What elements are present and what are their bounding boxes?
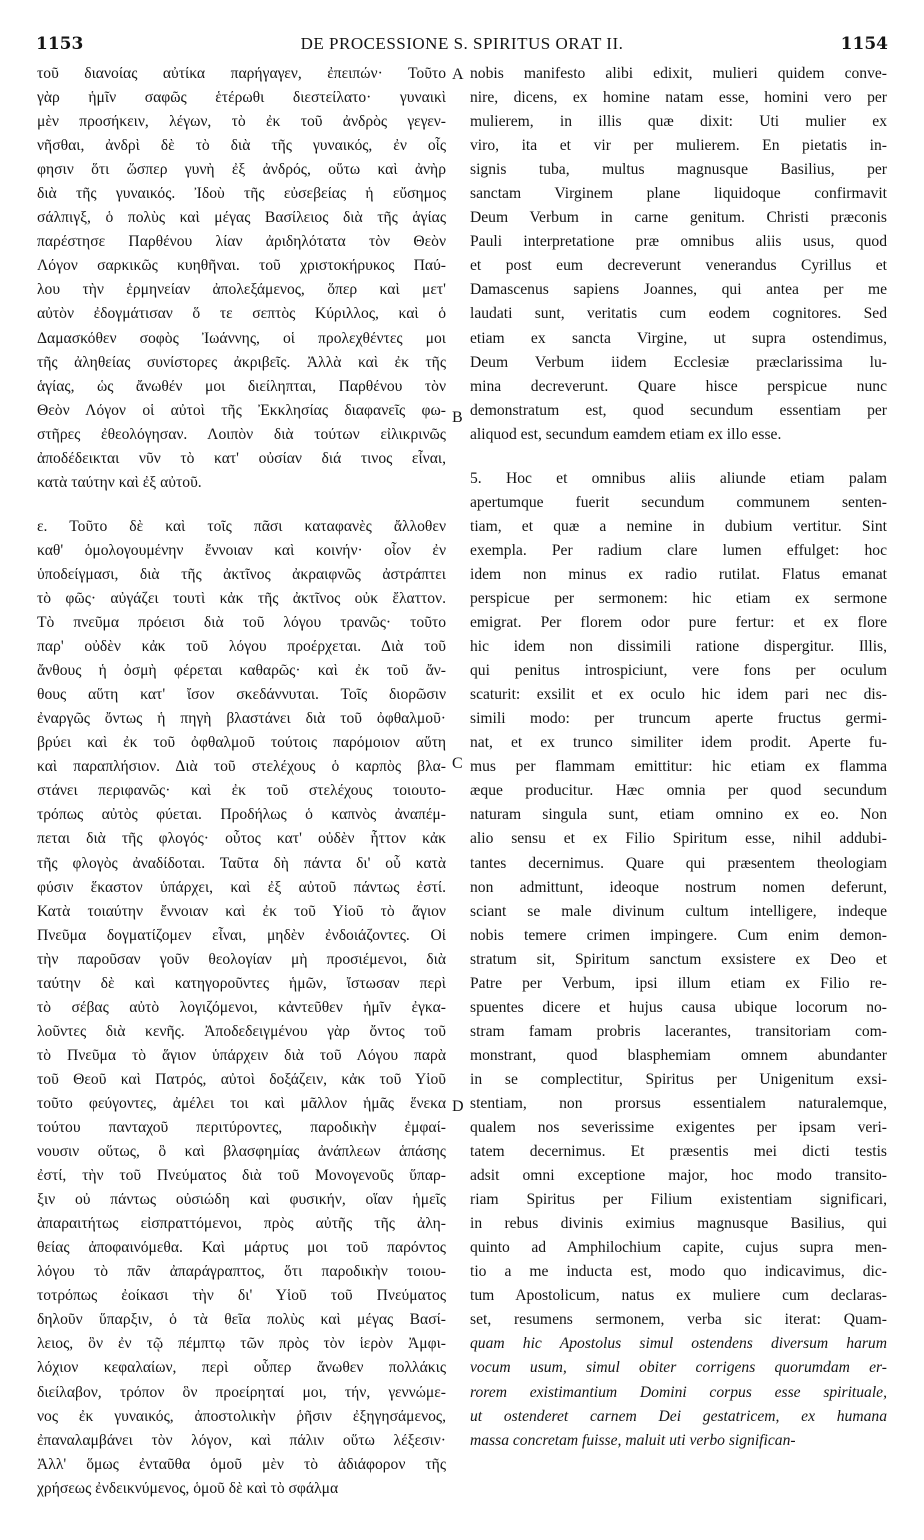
- text-line: τὴν παροῦσαν γοῦν θεολογίαν μὴ προσιέμενοι, διὰ: [37, 950, 446, 968]
- text-line: ut ostenderet carnem Dei gestatricem, ex humana: [470, 1407, 887, 1425]
- text-line: nobis manifesto alibi edixit, mulieri quidem conve-: [470, 65, 887, 82]
- text-line: ξιν οὐ πάντως οὐσιώδη καὶ φυσικήν, οἵαν ἡμεῖς: [37, 1191, 446, 1209]
- text-line: τοῦτο φεύγοντες, ἀμέλει τοι καὶ μᾶλλον ἡμᾶς ἕνεκα: [37, 1094, 446, 1112]
- text-line: Patre per Verbum, ipsi illum etiam ex Filio re-: [470, 974, 887, 992]
- text-line: stratum sit, Spiritum sanctum exsistere ex Deo et: [470, 950, 887, 968]
- running-title: DE PROCESSIONE S. SPIRITUS ORAT II.: [300, 34, 624, 53]
- text-line: στῆρες ἐθεολόγησαν. Λοιπὸν διὰ τούτων εἰλικρινῶς: [37, 425, 446, 443]
- text-line: Ἀλλ' ὅμως ἐνταῦθα ὁμοῦ μὲν τὸ ἀδιάφορον τῆς: [37, 1455, 446, 1473]
- text-line: tantes decernimus. Quare qui præsentem theologiam: [470, 854, 887, 872]
- text-line: perspicue per sermonem: hic etiam ex sermone: [470, 589, 887, 607]
- margin-letter-a: A: [452, 66, 464, 83]
- text-line: ἐστί, τὴν τοῦ Πνεύματος διὰ τοῦ Μονογενοῦς ὕπαρ-: [37, 1167, 446, 1185]
- text-line: mulierem, in illis quæ dixit: Uti mulier ex: [470, 113, 887, 131]
- page-number-right: 1154: [840, 34, 888, 54]
- text-line: æque producitur. Hæc omnia per quod secundum: [470, 782, 887, 800]
- text-line: demonstratum est, quod secundum essentiam per: [470, 401, 887, 419]
- text-line: τρόπως αὐτὸς φύεται. Προδήλως ὁ καπνὸς ἀναπέμ-: [37, 806, 446, 824]
- text-line: παρ' οὐδὲν κἀκ τοῦ λόγου προέρχεται. Διὰ τοῦ: [37, 638, 446, 656]
- text-line: laudati sunt, veritatis cum eodem cognitores. Sed: [470, 305, 887, 323]
- text-line: aliquod est, secundum eamdem etiam ex illo esse.: [470, 425, 782, 443]
- text-line: χρήσεως ἐνδεικνύμενος, ὁμοῦ δὲ καὶ τὸ σφάλμα: [37, 1479, 339, 1497]
- text-line: διὰ τῆς γυναικός. Ἰδοὺ τῆς εὐσεβείας ἡ εὔσημος: [37, 185, 446, 203]
- running-header: [36, 34, 888, 58]
- text-line: λοῦντες διὰ κενῆς. Ἀποδεδειγμένου γὰρ ὄντος τοῦ: [37, 1022, 446, 1040]
- text-line: Λόγον σαρκικῶς κυηθῆναι. τοῦ χριστοκήρυκος Παύ-: [37, 257, 446, 275]
- latin-paragraph-1: [470, 62, 887, 447]
- text-line: Damascenus sapiens Joannes, qui antea per me: [470, 281, 887, 299]
- text-line: set, resumens sermonem, verba sic iterat: Quam-: [470, 1311, 887, 1329]
- text-line: tatem decernimus. Et præsentis mei dicti testis: [470, 1143, 887, 1161]
- text-line: βρύει καὶ ἐκ τοῦ ὀφθαλμοῦ τούτοις παρόμοιον αὕτη: [37, 734, 446, 752]
- text-line: Τὸ πνεῦμα πρόεισι διὰ τοῦ λόγου τρανῶς· τοῦτο: [37, 614, 446, 632]
- text-line: tiam, et quæ a nemine in dubium vertitur. Sint: [470, 517, 887, 535]
- text-line: monstrant, quod blasphemiam omnem abundanter: [470, 1046, 887, 1064]
- text-line: λειος, ὃν ἐν τῷ πέμπτῳ τῶν πρὸς τὸν ἱερὸν Ἀμφι-: [37, 1335, 446, 1353]
- text-line: λου τὴν ἑρμηνείαν ἀπολεξάμενος, ὅπερ καὶ μετ': [37, 281, 446, 299]
- paragraph-gap: [470, 447, 887, 467]
- text-line: ἐπαναλαμβάνει τὸν λόγον, καὶ πάλιν οὕτω λέξεσιν·: [37, 1431, 446, 1449]
- text-line: καθ' ὁμολογουμένην ἔννοιαν καὶ κοινήν· οἷον ἐν: [37, 541, 446, 559]
- greek-paragraph-1: [37, 62, 446, 495]
- text-line: sciant se male divinum cultum intelligere, indeque: [470, 902, 887, 920]
- text-line: τὸ φῶς· αὐγάζει τουτὶ κἀκ τῆς ἀκτῖνος οὐκ ἔλαττον.: [37, 589, 446, 607]
- margin-letter-d: D: [452, 1098, 464, 1115]
- paragraph-gap: [37, 495, 446, 515]
- text-line: ε. Τοῦτο δὲ καὶ τοῖς πᾶσι καταφανὲς ἄλλοθεν: [37, 517, 446, 535]
- text-line: τῆς ἀληθείας συνίστορες ἀκριβεῖς. Ἀλλὰ καὶ ἐκ τῆς: [37, 353, 446, 371]
- text-line: τούτου πανταχοῦ περιτύροντες, παροδικὴν ἐμφαί-: [37, 1119, 446, 1137]
- text-line: mina decreverunt. Quare hisce perspicue nunc: [470, 377, 887, 395]
- greek-column: [37, 62, 446, 1501]
- text-line: idem non minus ex radio rutilat. Flatus emanat: [470, 565, 887, 583]
- text-line: nire, dicens, ex homine natam esse, homini vero per: [470, 89, 887, 107]
- text-line: etiam ex sancta Virgine, ut supra ostendimus,: [470, 329, 887, 347]
- text-line: Θεὸν Λόγον οἱ αὐτοὶ τῆς Ἐκκλησίας διαφανεῖς φω-: [37, 401, 446, 419]
- text-line: naturam singula sunt, etiam omnino ex eo. Non: [470, 806, 887, 824]
- text-line: qualem nos severissime exigentes per ipsam veri-: [470, 1119, 887, 1137]
- text-line: Pauli interpretatione præ omnibus aliis usus, quod: [470, 233, 887, 251]
- text-line: τὸ Πνεῦμα τὸ ἅγιον ὑπάρχειν διὰ τοῦ Λόγου παρὰ: [37, 1046, 446, 1064]
- text-line: sanctam Virginem plane liquidoque confirmavit: [470, 185, 887, 203]
- text-line: ἐναργῶς ὄντως ἡ πηγὴ βλαστάνει διὰ τοῦ ὀφθαλμοῦ·: [37, 710, 446, 728]
- text-line: nat, et ex trunco similiter idem prodit. Aperte fu-: [470, 734, 887, 752]
- text-line: θους αὕτη κατ' ἴσον σκεδάννυται. Τοῖς διορῶσιν: [37, 686, 446, 704]
- text-line: γὰρ ἡμῖν σαφῶς ἑτέρωθι διεστείλατο· γυναικὶ: [37, 89, 446, 107]
- text-line: τῆς φλογὸς ἀναδίδοται. Ταῦτα δὴ πάντα δι' οὗ κατὰ: [37, 854, 446, 872]
- text-line: λόγου τὸ πᾶν ἀπαράγραπτος, ὅτι παροδικὴν τοιου-: [37, 1263, 446, 1281]
- text-line: exempla. Per radium clare lumen effulget: hoc: [470, 541, 887, 559]
- text-line: mus per flammam emittitur: hic etiam ex flamma: [470, 758, 887, 776]
- text-line: Deum Verbum in carne genitum. Christi præconis: [470, 209, 887, 227]
- text-line: simili modo: per truncum aperte fructus germi-: [470, 710, 887, 728]
- text-line: stentiam, non prorsus essentialem naturalemque,: [470, 1094, 887, 1112]
- text-line: μὲν προσήκειν, λέγων, τὸ ἐκ τοῦ ἀνδρὸς γεγεν-: [37, 113, 446, 131]
- text-line: αὐτὸν ἐδογμάτισαν ὅ τε σεπτὸς Κύριλλος, καὶ ὁ: [37, 305, 446, 323]
- text-line: massa concretam fuisse, maluit uti verbo significan-: [470, 1431, 796, 1449]
- text-line: ὑποδείγμασι, διὰ τῆς ἀκτῖνος ἀκραιφνῶς ἀστράπτει: [37, 565, 446, 583]
- text-line: Deum Verbum iidem Ecclesiæ præclarissima lu-: [470, 353, 887, 371]
- text-line: νῆσθαι, ἀνδρὶ δὲ τὸ διὰ τῆς γυναικός, ἐν οἷς: [37, 137, 446, 155]
- text-line: alio sensu et ex Filio Spiritum esse, nihil addubi-: [470, 830, 887, 848]
- text-line: Δαμασκόθεν σοφὸς Ἰωάννης, οἱ προλεχθέντες μοι: [37, 329, 446, 347]
- text-line: nobis temere crimen impingere. Cum enim demon-: [470, 926, 887, 944]
- page-number-left: 1153: [36, 34, 84, 54]
- text-line: hic idem non dissimili ratione dispergitur. Illis,: [470, 638, 887, 656]
- text-line: τοῦ Θεοῦ καὶ Πατρός, αὐτοὶ δοξάζειν, κἀκ τοῦ Υἱοῦ: [37, 1070, 446, 1088]
- text-line: Πνεῦμα δογματίζομεν εἶναι, μηδὲν ἐνδοιάζοντες. Οἱ: [37, 926, 446, 944]
- text-line: ταύτην δὲ καὶ κατηγοροῦντες ἡμῶν, ἴστωσαν περὶ: [37, 974, 446, 992]
- text-line: λόχιον κεφαλαίων, περὶ οὗπερ ἄνωθεν πολλάκις: [37, 1359, 446, 1377]
- text-line: διείλαβον, τρόπον ὃν προείρηταί μοι, τήν, γεννώμε-: [37, 1383, 446, 1401]
- text-line: φησιν ὅτι ὥσπερ γυνὴ ἐξ ἀνδρός, οὕτω καὶ ἀνὴρ: [37, 161, 446, 179]
- margin-letter-c: C: [452, 755, 463, 772]
- latin-paragraph-2: [470, 467, 887, 1453]
- text-line: ἀποδέδεικται νῦν τὸ κατ' οὐσίαν διά τινος εἶναι,: [37, 449, 446, 467]
- text-line: emigrat. Per florem odor pure fertur: et ex flore: [470, 614, 887, 632]
- text-line: τοῦ διανοίας αὐτίκα παρήγαγεν, ἐπειπών· Τοῦτο: [37, 65, 446, 82]
- text-line: signis tuba, multus magnusque Basilius, per: [470, 161, 887, 179]
- greek-paragraph-2: [37, 515, 446, 1501]
- text-line: adsit omni exceptione major, hoc modo transito-: [470, 1167, 887, 1185]
- text-line: tum Apostolicum, natus ex muliere cum declaras-: [470, 1287, 887, 1305]
- text-line: τὸ σέβας αὐτὸ λογιζόμενοι, κἀντεῦθεν ἡμῖν ἐγκα-: [37, 998, 446, 1016]
- text-line: Κατὰ τοιαύτην ἔννοιαν καὶ ἐκ τοῦ Υἱοῦ τὸ ἅγιον: [37, 902, 446, 920]
- text-line: τοτρόπως ἐοίκασι τὴν δι' Υἱοῦ τοῦ Πνεύματος: [37, 1287, 446, 1305]
- text-line: θείας ἀποφαινόμεθα. Καὶ μάρτυς μοι τοῦ παρόντος: [37, 1239, 446, 1257]
- text-line: apertumque fuerit secundum communem senten-: [470, 493, 887, 511]
- text-line: σάλπιγξ, ὁ πολὺς καὶ μέγας Βασίλειος διὰ τῆς ἁγίας: [37, 209, 446, 227]
- text-line: vocum usum, simul obiter corrigens quorumdam er-: [470, 1359, 887, 1377]
- latin-column: [470, 62, 887, 1453]
- text-line: quam hic Apostolus simul ostendens diversum harum: [470, 1335, 887, 1353]
- text-line: νος ἐκ γυναικός, ἀποστολικὴν ῥῆσιν ἐξηγησάμενος,: [37, 1407, 446, 1425]
- text-line: in se complectitur, Spiritus per Unigenitum exsi-: [470, 1070, 887, 1088]
- margin-letter-b: B: [452, 409, 463, 426]
- text-line: στάνει περιφανῶς· καὶ ἐκ τοῦ στελέχους τοιουτο-: [37, 782, 446, 800]
- text-line: non admittunt, ideoque nostrum nomen deferunt,: [470, 878, 887, 896]
- text-line: et post eum decreverunt venerandus Cyrillus et: [470, 257, 887, 275]
- text-line: quinto ad Amphilochium capite, cujus supra men-: [470, 1239, 887, 1257]
- text-line: viro, ita et vir per mulierem. En pietatis in-: [470, 137, 887, 155]
- text-line: ἀπαραιτήτως εἰσπραττόμενοι, πρὸς αὐτῆς τῆς ἀλη-: [37, 1215, 446, 1233]
- text-line: φύσιν ἕκαστον ὑπάρχει, καὶ ἐξ αὐτοῦ πάντως ἐστί.: [37, 878, 446, 896]
- text-line: πεται διὰ τῆς φλογός· οὗτος κατ' οὐδὲν ἧττον κἀκ: [37, 830, 446, 848]
- text-line: κατὰ ταύτην καὶ ἐξ αὐτοῦ.: [37, 473, 202, 491]
- text-line: qui penitus introspiciunt, vere fons per oculum: [470, 662, 887, 680]
- text-line: δηλοῦν ὕπαρξιν, ὁ τὰ θεῖα πολὺς καὶ μέγας Βασί-: [37, 1311, 446, 1329]
- text-line: rorem existimantium Domini corpus esse spirituale,: [470, 1383, 887, 1401]
- text-line: tio a me inducta est, modo quo indicavimus, dic-: [470, 1263, 887, 1281]
- text-line: ἄνθους ἡ ὀσμὴ φέρεται καθαρῶς· καὶ ἐκ τοῦ ἄν-: [37, 662, 446, 680]
- text-line: spuentes dicere et hujus causa ubique locorum no-: [470, 998, 887, 1016]
- text-line: stram famam probris lacerantes, transitoriam com-: [470, 1022, 887, 1040]
- text-line: scaturit: exsilit et ex oculo hic idem pari nec dis-: [470, 686, 887, 704]
- text-line: καὶ παραπλήσιον. Διὰ τοῦ στελέχους ὁ καρπὸς βλα-: [37, 758, 446, 776]
- text-line: ἁγίας, ὡς ἄνωθέν μοι διείληπται, Παρθένου τὸν: [37, 377, 446, 395]
- text-line: in rebus divinis eximius magnusque Basilius, qui: [470, 1215, 887, 1233]
- text-line: παρέστησε Παρθένου λίαν ἀριδηλότατα τὸν Θεὸν: [37, 233, 446, 251]
- text-line: νουσιν οὕτως, ὃ καὶ βλασφημίας ἀνάπλεων ἁπάσης: [37, 1143, 446, 1161]
- text-line: riam Spiritus per Filium existentiam significari,: [470, 1191, 887, 1209]
- text-line: 5. Hoc et omnibus aliis aliunde etiam palam: [470, 469, 887, 487]
